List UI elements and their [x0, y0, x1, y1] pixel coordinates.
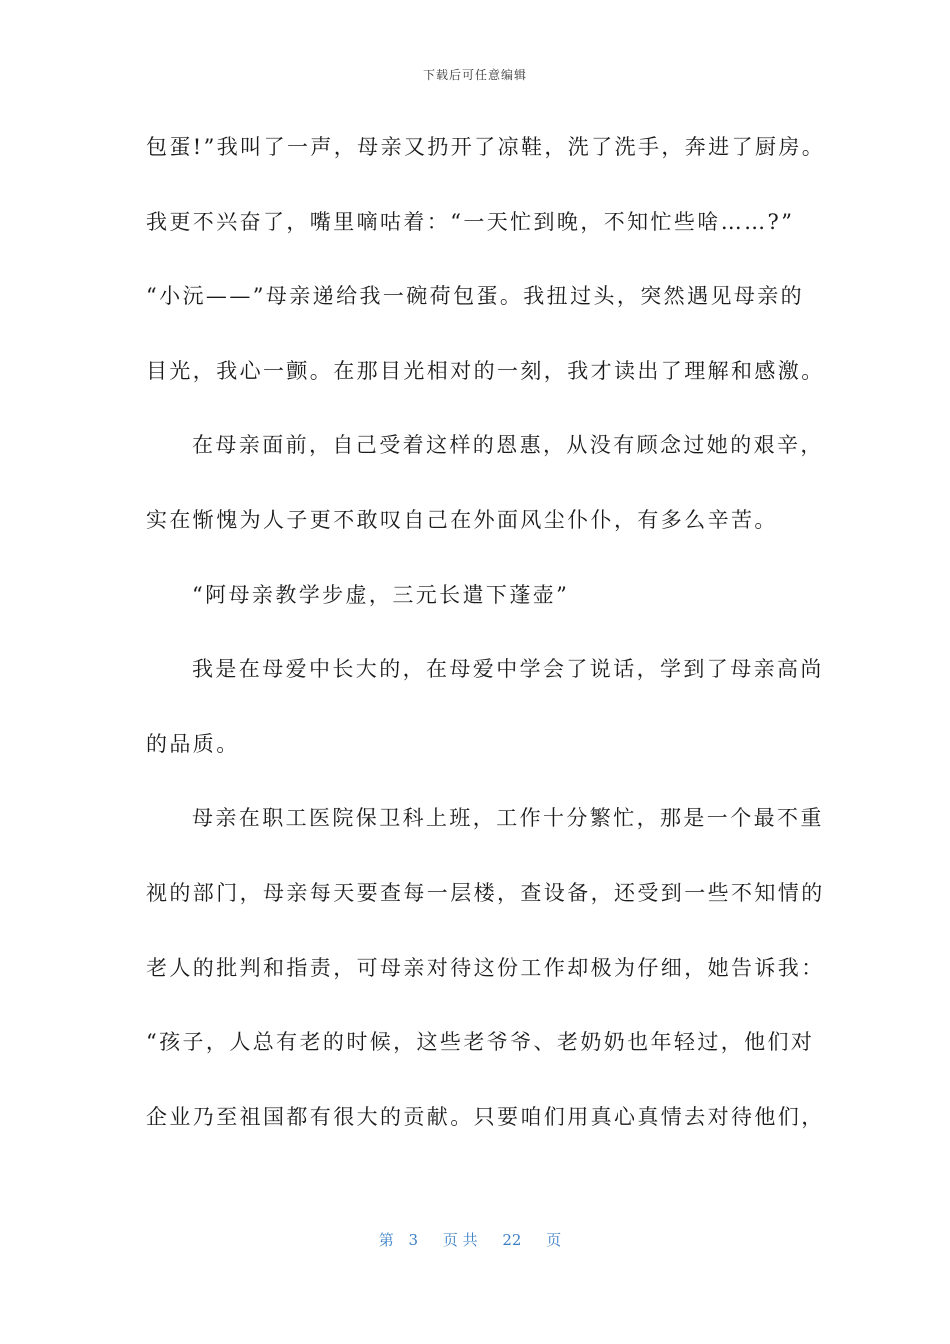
text-line: 包蛋!”我叫了一声，母亲又扔开了凉鞋，洗了洗手，奔进了厨房。 [146, 135, 826, 159]
text-line: 在母亲面前，自己受着这样的恩惠，从没有顾念过她的艰辛， [192, 433, 824, 458]
document-body [146, 124, 826, 1168]
text-line: “小沅——”母亲递给我一碗荷包蛋。我扭过头，突然遇见母亲的 [146, 284, 805, 309]
page-header: 下载后可任意编辑 [422, 68, 527, 82]
text-line: 企业乃至祖国都有很大的贡献。只要咱们用真心真情去对待他们， [146, 1104, 825, 1129]
footer-prefix: 第 [378, 1231, 394, 1249]
text-line: 目光，我心一颤。在那目光相对的一刻，我才读出了理解和感激。 [146, 358, 825, 383]
footer-total-pages: 22 [502, 1231, 522, 1249]
text-line: “孩子，人总有老的时候，这些老爷爷、老奶奶也年轻过，他们对 [146, 1030, 815, 1055]
text-line: 母亲在职工医院保卫科上班，工作十分繁忙，那是一个最不重 [192, 806, 824, 831]
footer-page-number: 3 [408, 1231, 419, 1249]
footer-suffix: 页 [546, 1231, 562, 1249]
text-line: 的品质。 [146, 731, 240, 756]
text-line: 我更不兴奋了，嘴里嘀咕着：“一天忙到晚，不知忙些啥……?” [146, 209, 795, 234]
text-line: 我是在母爱中长大的，在母爱中学会了说话，学到了母亲高尚 [192, 657, 824, 682]
footer-middle: 页 共 [442, 1231, 478, 1249]
page-footer [0, 1229, 950, 1250]
text-line: 实在惭愧为人子更不敢叹自己在外面风尘仆仆，有多么辛苦。 [146, 507, 778, 532]
text-line: “阿母亲教学步虚，三元长遣下蓬壶” [192, 582, 570, 607]
text-line: 视的部门，母亲每天要查每一层楼，查设备，还受到一些不知情的 [146, 880, 825, 905]
text-line: 老人的批判和指责，可母亲对待这份工作却极为仔细，她告诉我： [146, 955, 825, 980]
